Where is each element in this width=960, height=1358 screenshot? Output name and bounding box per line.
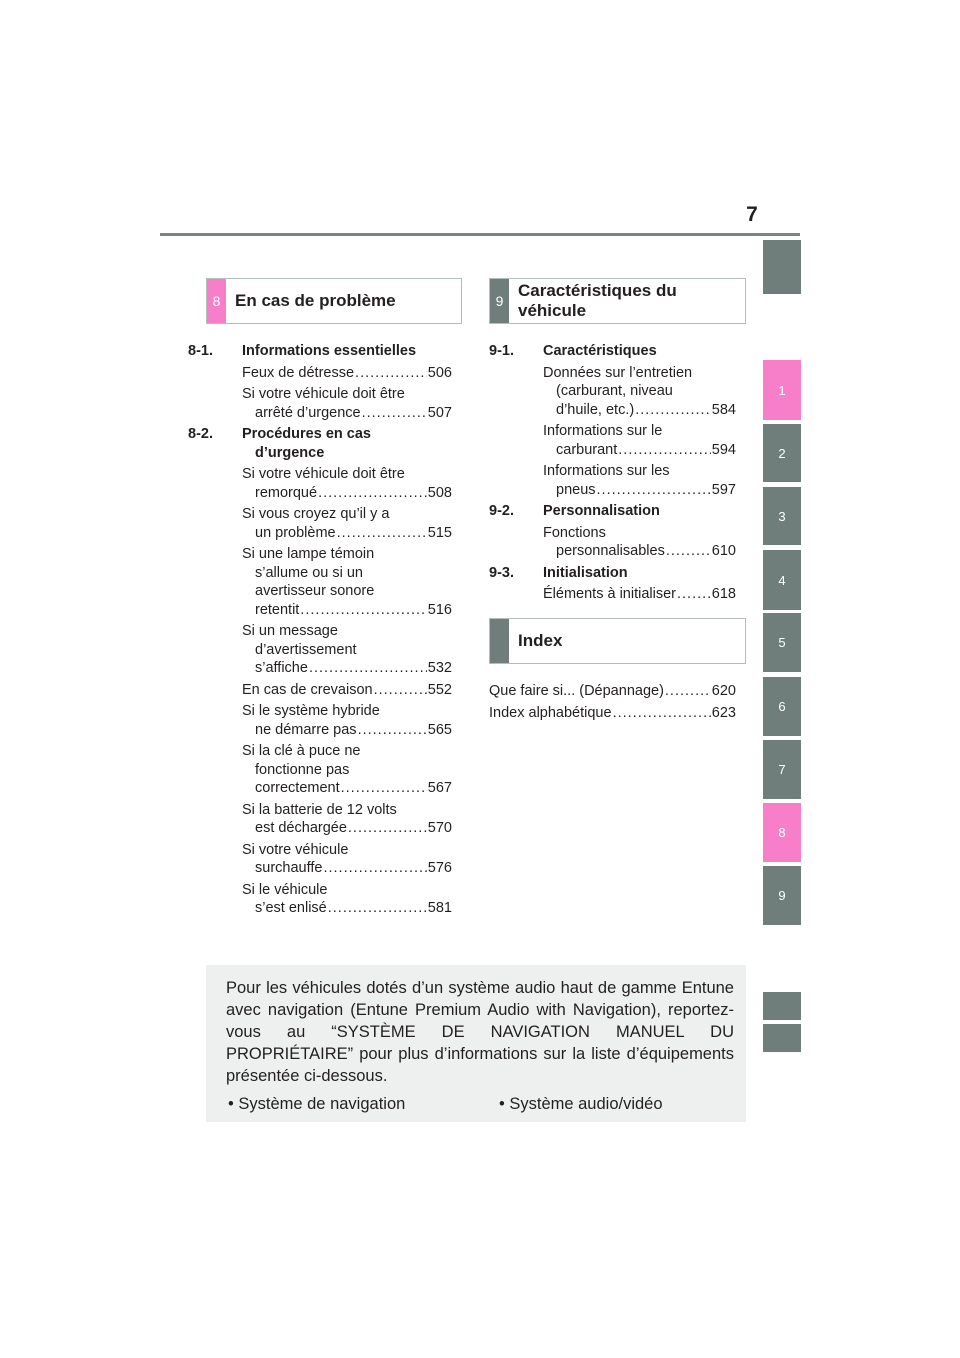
toc-entry-line: d’avertissement bbox=[255, 641, 357, 658]
chapter-tab-3[interactable]: 3 bbox=[763, 487, 801, 545]
section-8-toc bbox=[188, 342, 452, 921]
toc-entry[interactable] bbox=[489, 422, 736, 459]
toc-entry-page: 506 bbox=[427, 364, 452, 381]
dot-leader bbox=[358, 721, 427, 740]
index-header[interactable] bbox=[489, 618, 746, 664]
toc-subsection-name: Procédures en cas bbox=[242, 426, 371, 442]
toc-entry[interactable] bbox=[188, 622, 452, 678]
dot-leader bbox=[618, 441, 711, 460]
dot-leader bbox=[665, 682, 711, 701]
toc-subsection[interactable] bbox=[489, 564, 736, 583]
toc-entry-text: ne démarre pas bbox=[255, 721, 357, 738]
toc-entry-last-line bbox=[543, 585, 736, 604]
toc-entry-text: un problème bbox=[255, 524, 336, 541]
chapter-tab-4[interactable]: 4 bbox=[763, 550, 801, 610]
toc-entry-last-line bbox=[543, 401, 736, 420]
toc-entry-line: Si la clé à puce ne bbox=[242, 743, 361, 759]
toc-entry-page: 576 bbox=[427, 860, 452, 876]
toc-entry-last-line bbox=[543, 542, 736, 561]
toc-entry-text: s’est enlisé bbox=[255, 900, 327, 916]
toc-entry-line: s’allume ou si un bbox=[255, 564, 363, 581]
toc-entry[interactable] bbox=[188, 681, 452, 700]
toc-entry[interactable] bbox=[188, 742, 452, 798]
toc-entry-text: pneus bbox=[556, 481, 596, 498]
toc-entry[interactable] bbox=[489, 585, 736, 604]
toc-entry-line: avertisseur sonore bbox=[255, 583, 375, 599]
toc-entry[interactable] bbox=[489, 524, 736, 561]
toc-entry-line: Si vous croyez qu’il y a bbox=[242, 506, 390, 522]
toc-subsection-name: Informations essentielles bbox=[242, 343, 417, 359]
toc-entry-text: Que faire si... (Dépannage) bbox=[489, 683, 664, 699]
toc-entry-text: Éléments à initialiser bbox=[543, 586, 676, 602]
dot-leader bbox=[355, 364, 427, 383]
toc-entry-page: 610 bbox=[711, 543, 736, 559]
toc-entry-last-line bbox=[242, 859, 452, 878]
section-9-badge: 9 bbox=[490, 279, 509, 323]
toc-entry-last-line bbox=[543, 441, 736, 460]
toc-entry-line: Données sur l’entretien bbox=[543, 364, 693, 381]
chapter-tab-8[interactable]: 8 bbox=[763, 803, 801, 862]
toc-entry-text: carburant bbox=[556, 441, 618, 458]
dot-leader bbox=[597, 481, 711, 500]
section-8-header[interactable] bbox=[206, 278, 462, 324]
toc-entry-line: Si une lampe témoin bbox=[242, 546, 375, 562]
dot-leader bbox=[348, 819, 427, 838]
dot-leader bbox=[374, 681, 427, 700]
toc-entry-page: 508 bbox=[427, 484, 452, 501]
toc-entry-page: 567 bbox=[427, 780, 452, 796]
toc-entry[interactable] bbox=[188, 545, 452, 619]
toc-entry-line: Si le système hybride bbox=[242, 703, 380, 719]
toc-entry-page: 584 bbox=[711, 401, 736, 418]
toc-entry-page: 507 bbox=[427, 404, 452, 421]
toc-entry[interactable] bbox=[188, 702, 452, 739]
toc-entry-last-line bbox=[489, 682, 736, 701]
index-title: Index bbox=[518, 631, 563, 650]
index-toc bbox=[489, 682, 736, 725]
chapter-tab-9[interactable]: 9 bbox=[763, 866, 801, 925]
chapter-tab-blank[interactable] bbox=[763, 992, 801, 1020]
header-rule bbox=[160, 233, 800, 236]
section-9-title-line: véhicule bbox=[518, 301, 587, 320]
toc-entry[interactable] bbox=[188, 841, 452, 878]
chapter-tab-7[interactable]: 7 bbox=[763, 740, 801, 799]
dot-leader bbox=[613, 704, 711, 723]
dot-leader bbox=[309, 659, 427, 678]
toc-entry-page: 570 bbox=[427, 820, 452, 836]
note-bullet: • Système audio/vidéo bbox=[499, 1095, 663, 1113]
toc-subsection[interactable] bbox=[188, 425, 452, 462]
toc-entry-line: (carburant, niveau bbox=[556, 383, 673, 399]
toc-entry-page: 594 bbox=[711, 441, 736, 458]
toc-subsection[interactable] bbox=[489, 342, 736, 361]
toc-entry-last-line bbox=[242, 899, 452, 918]
toc-entry-page: 552 bbox=[427, 681, 452, 698]
toc-entry-page: 620 bbox=[711, 683, 736, 699]
toc-entry-text: est déchargée bbox=[255, 820, 347, 836]
chapter-tab-6[interactable]: 6 bbox=[763, 677, 801, 736]
toc-entry-line: fonctionne pas bbox=[255, 761, 350, 778]
toc-entry-line: Fonctions bbox=[543, 524, 606, 541]
note-text: Pour les véhicules dotés d’un système audio haut de gamme Entune avec navigation (Entune Premium Audio with Navigation), reportez-vous au “SYSTÈME DE NAVIGATION MANUEL DU PROPRIÉTAIRE” pour plus d’informations sur la liste d’équipements présentée ci-dessous. bbox=[226, 979, 734, 1085]
toc-entry-last-line bbox=[242, 404, 452, 423]
dot-leader bbox=[362, 404, 427, 423]
toc-entry-last-line bbox=[489, 704, 736, 723]
section-9-title bbox=[518, 279, 737, 323]
toc-entry-text: Index alphabétique bbox=[489, 704, 612, 721]
toc-subsection-number: 9-2. bbox=[489, 503, 514, 519]
chapter-tab-5[interactable]: 5 bbox=[763, 613, 801, 672]
toc-subsection-name: Caractéristiques bbox=[543, 343, 657, 359]
section-8-badge: 8 bbox=[207, 279, 226, 323]
toc-entry[interactable] bbox=[489, 364, 736, 420]
section-9-title-line: Caractéristiques du bbox=[518, 281, 677, 300]
note-box bbox=[206, 965, 746, 1122]
dot-leader bbox=[677, 585, 711, 604]
toc-subsection-number: 8-2. bbox=[188, 426, 213, 442]
toc-subsection-name: Personnalisation bbox=[543, 503, 660, 519]
toc-entry-last-line bbox=[242, 601, 452, 620]
dot-leader bbox=[337, 524, 427, 543]
toc-entry-page: 623 bbox=[711, 704, 736, 721]
index-entry[interactable] bbox=[489, 704, 736, 723]
toc-entry-text: retentit bbox=[255, 601, 300, 618]
toc-entry[interactable] bbox=[489, 462, 736, 499]
toc-entry-text: d’huile, etc.) bbox=[556, 401, 635, 418]
toc-subsection[interactable] bbox=[188, 342, 452, 361]
dot-leader bbox=[318, 484, 427, 503]
toc-entry-line: Si le véhicule bbox=[242, 881, 328, 898]
toc-subsection-number: 8-1. bbox=[188, 343, 213, 359]
index-entry[interactable] bbox=[489, 682, 736, 701]
index-badge bbox=[490, 619, 509, 663]
toc-entry-text: arrêté d’urgence bbox=[255, 404, 361, 421]
chapter-tab-blank[interactable] bbox=[763, 1024, 801, 1052]
toc-entry[interactable] bbox=[188, 801, 452, 838]
toc-entry-line: Si votre véhicule doit être bbox=[242, 386, 405, 402]
toc-subsection-name: d’urgence bbox=[255, 444, 325, 461]
toc-subsection-name: Initialisation bbox=[543, 564, 628, 581]
toc-entry-last-line bbox=[242, 659, 452, 678]
toc-entry[interactable] bbox=[188, 385, 452, 422]
toc-entry-last-line bbox=[242, 779, 452, 798]
page-number: 7 bbox=[746, 203, 758, 226]
dot-leader bbox=[300, 601, 426, 620]
toc-entry-page: 565 bbox=[427, 721, 452, 738]
toc-subsection-number: 9-3. bbox=[489, 564, 514, 581]
toc-entry[interactable] bbox=[188, 505, 452, 542]
toc-entry-text: En cas de crevaison bbox=[242, 681, 373, 698]
toc-subsection-number: 9-1. bbox=[489, 343, 514, 359]
toc-entry-text: correctement bbox=[255, 780, 340, 796]
toc-entry-last-line bbox=[242, 484, 452, 503]
toc-entry[interactable] bbox=[188, 364, 452, 383]
dot-leader bbox=[328, 899, 427, 918]
toc-entry-page: 532 bbox=[427, 660, 452, 676]
toc-subsection[interactable] bbox=[489, 502, 736, 521]
toc-entry-text: personnalisables bbox=[556, 543, 665, 559]
toc-entry-last-line bbox=[242, 524, 452, 543]
toc-entry-page: 516 bbox=[427, 601, 452, 618]
toc-entry[interactable] bbox=[188, 881, 452, 918]
toc-entry-line: Informations sur le bbox=[543, 423, 663, 439]
section-9-header[interactable] bbox=[489, 278, 746, 324]
chapter-tab-2[interactable]: 2 bbox=[763, 424, 801, 482]
chapter-tab-blank[interactable] bbox=[763, 240, 801, 294]
toc-entry-page: 581 bbox=[427, 900, 452, 916]
toc-entry-text: s’affiche bbox=[255, 660, 308, 676]
dot-leader bbox=[666, 542, 711, 561]
toc-entry-text: surchauffe bbox=[255, 860, 323, 876]
toc-entry-page: 515 bbox=[427, 524, 452, 541]
section-8-title: En cas de problème bbox=[235, 291, 396, 310]
toc-entry-line: Informations sur les bbox=[543, 463, 670, 479]
toc-entry-page: 618 bbox=[711, 586, 736, 602]
dot-leader bbox=[341, 779, 427, 798]
toc-entry-text: Feux de détresse bbox=[242, 364, 355, 381]
toc-entry-last-line bbox=[242, 681, 452, 700]
toc-entry-line: Si votre véhicule doit être bbox=[242, 466, 405, 482]
toc-entry-line: Si votre véhicule bbox=[242, 841, 349, 858]
dot-leader bbox=[323, 859, 426, 878]
dot-leader bbox=[635, 401, 711, 420]
toc-entry-text: remorqué bbox=[255, 484, 318, 501]
toc-entry-last-line bbox=[543, 481, 736, 500]
section-9-toc bbox=[489, 342, 736, 607]
note-bullet: • Système de navigation bbox=[228, 1095, 406, 1113]
toc-entry-line: Si la batterie de 12 volts bbox=[242, 801, 397, 818]
toc-entry-last-line bbox=[242, 721, 452, 740]
toc-entry-page: 597 bbox=[711, 481, 736, 498]
chapter-tab-1[interactable]: 1 bbox=[763, 360, 801, 420]
toc-entry[interactable] bbox=[188, 465, 452, 502]
toc-entry-line: Si un message bbox=[242, 623, 338, 639]
toc-entry-last-line bbox=[242, 364, 452, 383]
toc-entry-last-line bbox=[242, 819, 452, 838]
